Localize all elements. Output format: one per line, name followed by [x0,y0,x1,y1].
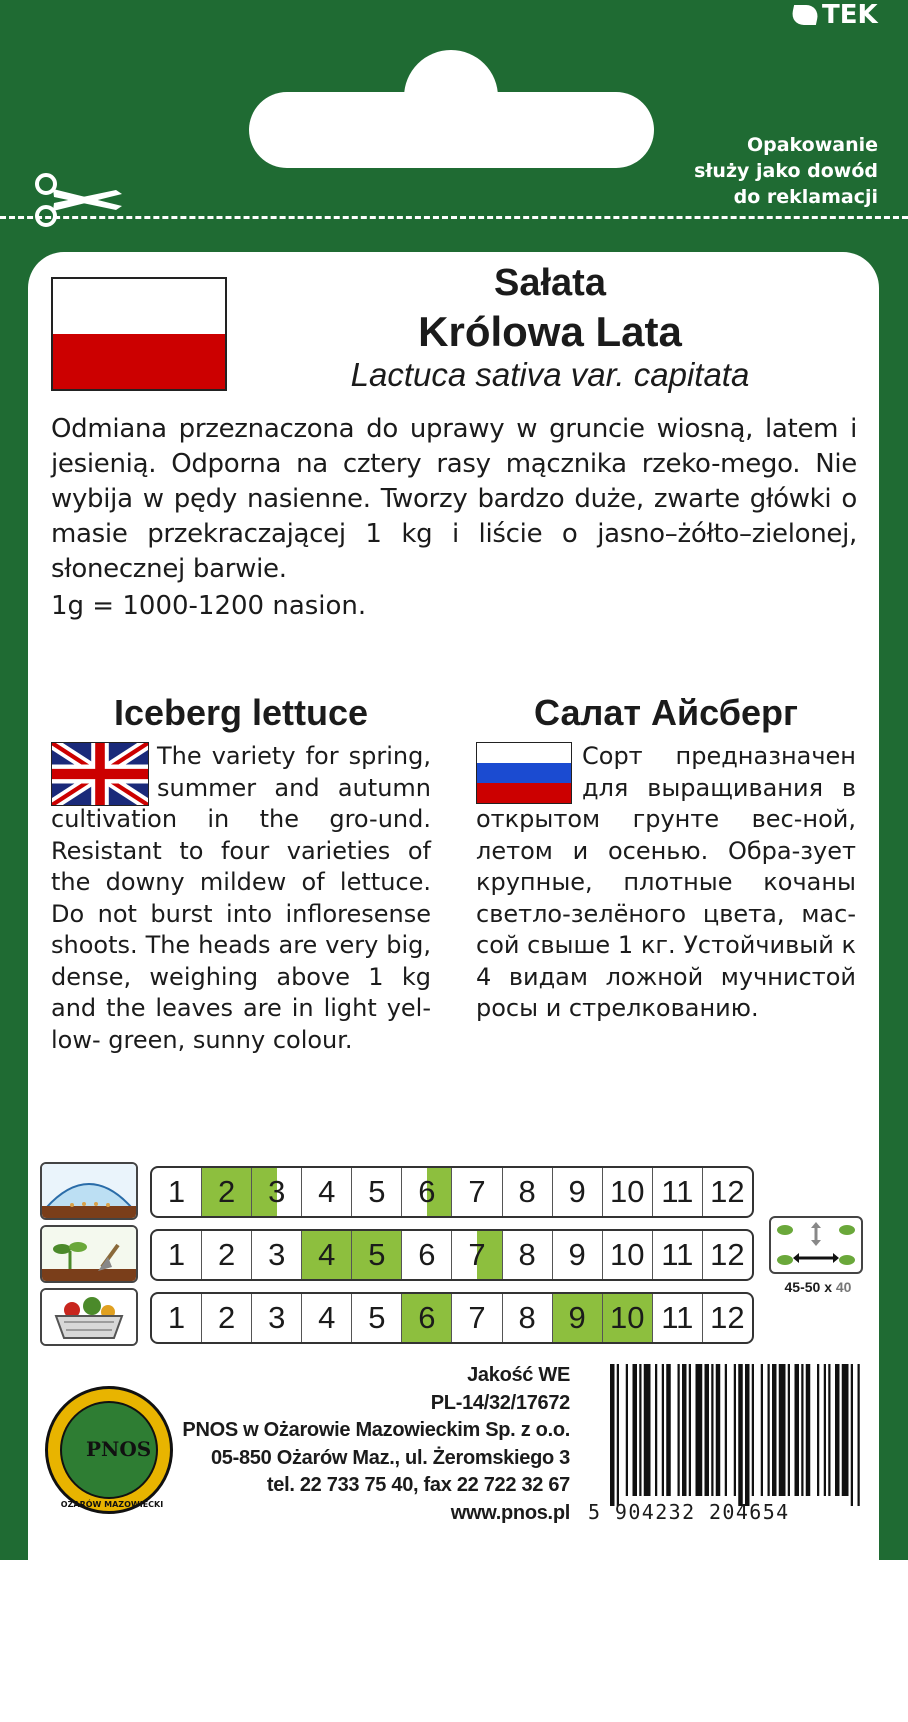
product-name: Sałata [494,262,606,304]
month-cell-6 [402,1231,452,1279]
month-number: 11 [661,1300,694,1335]
barcode-bar [696,1364,703,1496]
month-number: 6 [418,1174,436,1209]
month-cell-2 [202,1231,252,1279]
month-cell-6 [402,1294,452,1342]
barcode-bar [858,1364,860,1506]
company-address: 05-850 Ożarów Maz., ul. Żeromskiego 3 [210,1446,570,1469]
barcode-bar [689,1364,691,1496]
company-info [182,1362,570,1527]
barcode-bar [682,1364,687,1496]
uk-flag-icon [51,742,149,806]
month-number: 6 [418,1237,436,1272]
month-cell-5 [352,1294,402,1342]
quality-label: Jakość WE [467,1364,570,1386]
month-cell-4 [302,1294,352,1342]
month-cell-3 [252,1294,302,1342]
month-cell-7 [452,1294,502,1342]
company-phone: tel. 22 733 75 40, fax 22 722 32 67 [266,1474,570,1496]
barcode-bar [779,1364,786,1496]
plant-spacing-icon [769,1216,863,1274]
month-cell-7 [452,1168,502,1216]
barcode-digits: 5 904232 204654 [588,1500,790,1524]
month-cell-8 [503,1231,553,1279]
variety-name: Królowa Lata [418,308,682,355]
barcode-bar [666,1364,671,1496]
month-number: 6 [418,1300,436,1335]
month-cell-11 [653,1231,703,1279]
barcode-bar [639,1364,641,1496]
month-cell-10 [603,1231,653,1279]
month-number: 4 [318,1174,336,1209]
barcode-bar [842,1364,849,1496]
month-number: 1 [167,1300,186,1335]
month-number: 3 [268,1300,286,1335]
barcode-bar [851,1364,853,1506]
russian-text: Сорт предназначен для выращивания в открытом грунте вес-ной, летом и осенью. Обра-зует крупные, плотные кочаны светло-зелёного цвета, мас-сой свыше 1 кг. Устойчивый к 4 видам ложной мучнистой росы и стрелкованию. [476,742,856,1022]
month-cell-12 [703,1168,752,1216]
barcode-bar [610,1364,615,1506]
month-number: 4 [318,1300,336,1335]
logo-text: PNOS [86,1437,152,1461]
barcode-bar [633,1364,638,1496]
month-cell-12 [703,1231,752,1279]
barcode-bar [626,1364,628,1496]
month-cell-8 [503,1168,553,1216]
barcode-bar [824,1364,826,1496]
month-number: 10 [610,1174,645,1209]
month-cell-10 [603,1294,653,1342]
month-number: 7 [468,1237,486,1272]
cut-line [0,216,908,219]
month-number: 4 [318,1237,336,1272]
month-cell-10 [603,1168,653,1216]
polish-description: Odmiana przeznaczona do uprawy w gruncie wiosną, latem i jesienią. Odporna na cztery rasy mącznika rzeko-mego. Nie wybija w pędy nasienne. Tworzy bardzo duże, zwarte główki o masie przekraczającej 1 kg i liście o jasno–żółto–zielonej, słonecznej barwie. [51,414,857,584]
month-number: 5 [368,1300,386,1335]
complaint-notice: Opakowanie służy jako dowód do reklamacji [694,134,878,208]
barcode-bar [795,1364,800,1496]
month-cell-1 [152,1231,202,1279]
month-number: 12 [710,1174,745,1209]
barcode-bar [828,1364,830,1496]
scissors-icon [32,170,128,230]
month-number: 5 [368,1174,386,1209]
month-cell-3 [252,1168,302,1216]
month-cell-4 [302,1168,352,1216]
calendar-row-sowing [150,1166,754,1218]
registration-number: PL-14/32/17672 [430,1391,570,1414]
month-number: 5 [368,1237,386,1272]
month-number: 12 [710,1300,745,1335]
month-cell-9 [553,1294,603,1342]
month-number: 9 [568,1237,586,1272]
barcode-bar [761,1364,763,1496]
barcode-bar [768,1364,770,1496]
barcode-bar [678,1364,680,1496]
poland-flag-icon [51,277,227,391]
calendar-row-planting [150,1229,754,1281]
latin-name: Lactuca sativa var. capitata [350,356,750,393]
month-number: 12 [710,1237,745,1272]
english-heading: Iceberg lettuce [113,692,369,733]
barcode-bar [788,1364,790,1496]
month-number: 11 [661,1237,694,1272]
barcode-bar [716,1364,721,1496]
barcode-bar [662,1364,664,1496]
month-cell-8 [503,1294,553,1342]
month-cell-9 [553,1168,603,1216]
month-cell-11 [653,1168,703,1216]
month-cell-5 [352,1168,402,1216]
month-number: 9 [568,1174,586,1209]
brand-label: TEK [822,0,878,30]
seed-count: 1g = 1000-1200 nasion. [51,591,367,621]
barcode-bar [817,1364,819,1496]
barcode-bar [711,1364,713,1496]
month-number: 10 [610,1300,645,1335]
month-number: 8 [518,1237,536,1272]
month-cell-2 [202,1294,252,1342]
month-cell-12 [703,1294,752,1342]
month-number: 3 [268,1237,286,1272]
barcode-bar [806,1364,811,1496]
month-number: 1 [167,1174,186,1209]
month-cell-6 [402,1168,452,1216]
month-number: 8 [518,1300,536,1335]
month-number: 7 [468,1174,486,1209]
month-number: 2 [217,1237,236,1272]
leaf-icon [790,5,820,25]
month-number: 2 [217,1174,236,1209]
month-cell-3 [252,1231,302,1279]
month-number: 3 [268,1174,286,1209]
hanger-hole [249,92,654,168]
month-number: 9 [568,1300,586,1335]
barcode-bar [725,1364,727,1496]
barcode-bar [734,1364,736,1496]
barcode-bar [644,1364,651,1496]
month-number: 10 [610,1237,645,1272]
company-name: PNOS w Ożarowie Mazowieckim Sp. z o.o. [182,1419,570,1441]
company-website: www.pnos.pl [450,1501,570,1524]
barcode-bar [655,1364,657,1496]
barcode-bar [801,1364,803,1496]
barcode [610,1364,862,1506]
seedling-trowel-icon [40,1225,138,1283]
month-cell-2 [202,1168,252,1216]
barcode-bar [705,1364,710,1496]
barcode-bar [835,1364,840,1496]
month-cell-4 [302,1231,352,1279]
russian-heading: Салат Айсберг [534,692,798,733]
month-cell-7 [452,1231,502,1279]
greenhouse-tunnel-icon [40,1162,138,1220]
english-text: The variety for spring, summer and autumn cultivation in the gro-und. Resistant to four varieties of the downy mildew of lettuce. Do not burst into infloresense shoots. The heads are very big, dense, weighing above 1 kg and the leaves are in light yel-low- green, sunny colour. [51,742,431,1054]
month-number: 11 [661,1174,694,1209]
barcode-bar [617,1364,619,1506]
spacing-label: 45-50 x 40 [784,1279,852,1295]
month-cell-1 [152,1294,202,1342]
month-cell-9 [553,1231,603,1279]
brand-mark [792,0,878,30]
month-cell-11 [653,1294,703,1342]
barcode-bar [772,1364,777,1496]
barcode-bar [738,1364,743,1506]
russia-flag-icon [476,742,572,804]
logo-ring-text: OŻARÓW MAZOWIECKI [60,1500,164,1509]
month-cell-1 [152,1168,202,1216]
month-number: 7 [468,1300,486,1335]
month-cell-5 [352,1231,402,1279]
month-number: 8 [518,1174,536,1209]
month-number: 2 [217,1300,236,1335]
barcode-bar [752,1364,754,1496]
basket-vegetables-icon [40,1288,138,1346]
barcode-bar [745,1364,750,1506]
month-number: 1 [167,1237,186,1272]
pnos-logo [45,1386,173,1514]
calendar-row-harvest [150,1292,754,1344]
